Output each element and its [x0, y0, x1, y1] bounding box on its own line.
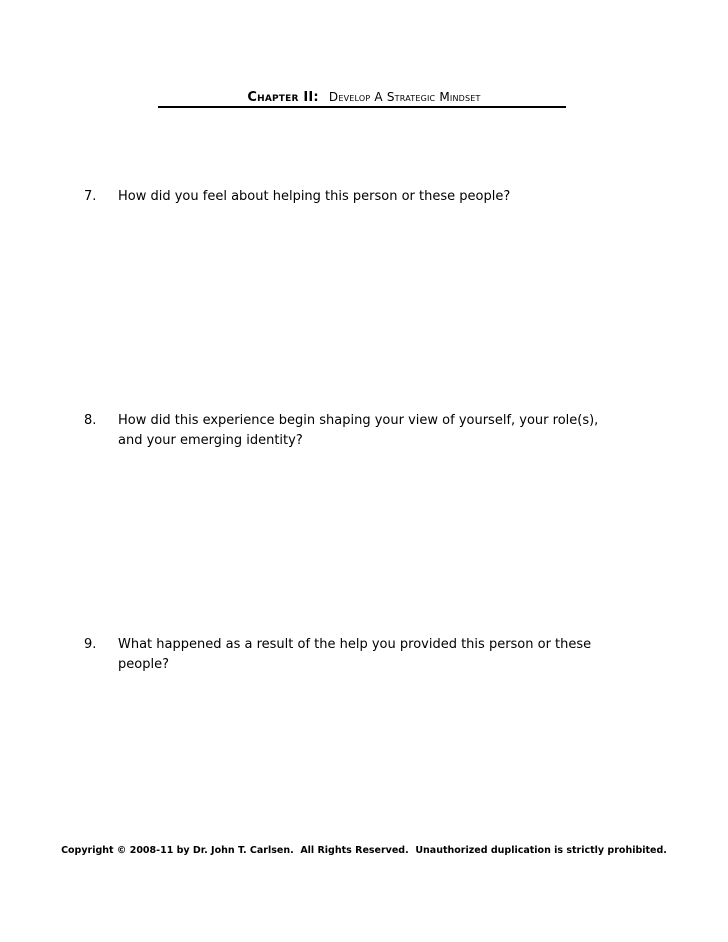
chapter-header — [0, 88, 728, 106]
chapter-label: Chapter II: — [247, 90, 319, 105]
question-7 — [84, 187, 644, 207]
chapter-title: Develop A Strategic Mindset — [328, 90, 481, 104]
question-8 — [84, 411, 644, 451]
question-text: What happened as a result of the help you provided this person or these people? — [118, 637, 592, 672]
question-number: 9. — [84, 637, 97, 652]
copyright-footer: Copyright © 2008-11 by Dr. John T. Carlsen. All Rights Reserved. Unauthorized duplication is strictly prohibited. — [61, 845, 667, 856]
question-text: How did this experience begin shaping your view of yourself, your role(s), and your emerging identity? — [118, 413, 599, 448]
question-number: 8. — [84, 413, 97, 428]
question-text: How did you feel about helping this person or these people? — [118, 189, 511, 204]
header-rule — [158, 106, 566, 108]
question-9 — [84, 635, 644, 675]
question-number: 7. — [84, 189, 97, 204]
